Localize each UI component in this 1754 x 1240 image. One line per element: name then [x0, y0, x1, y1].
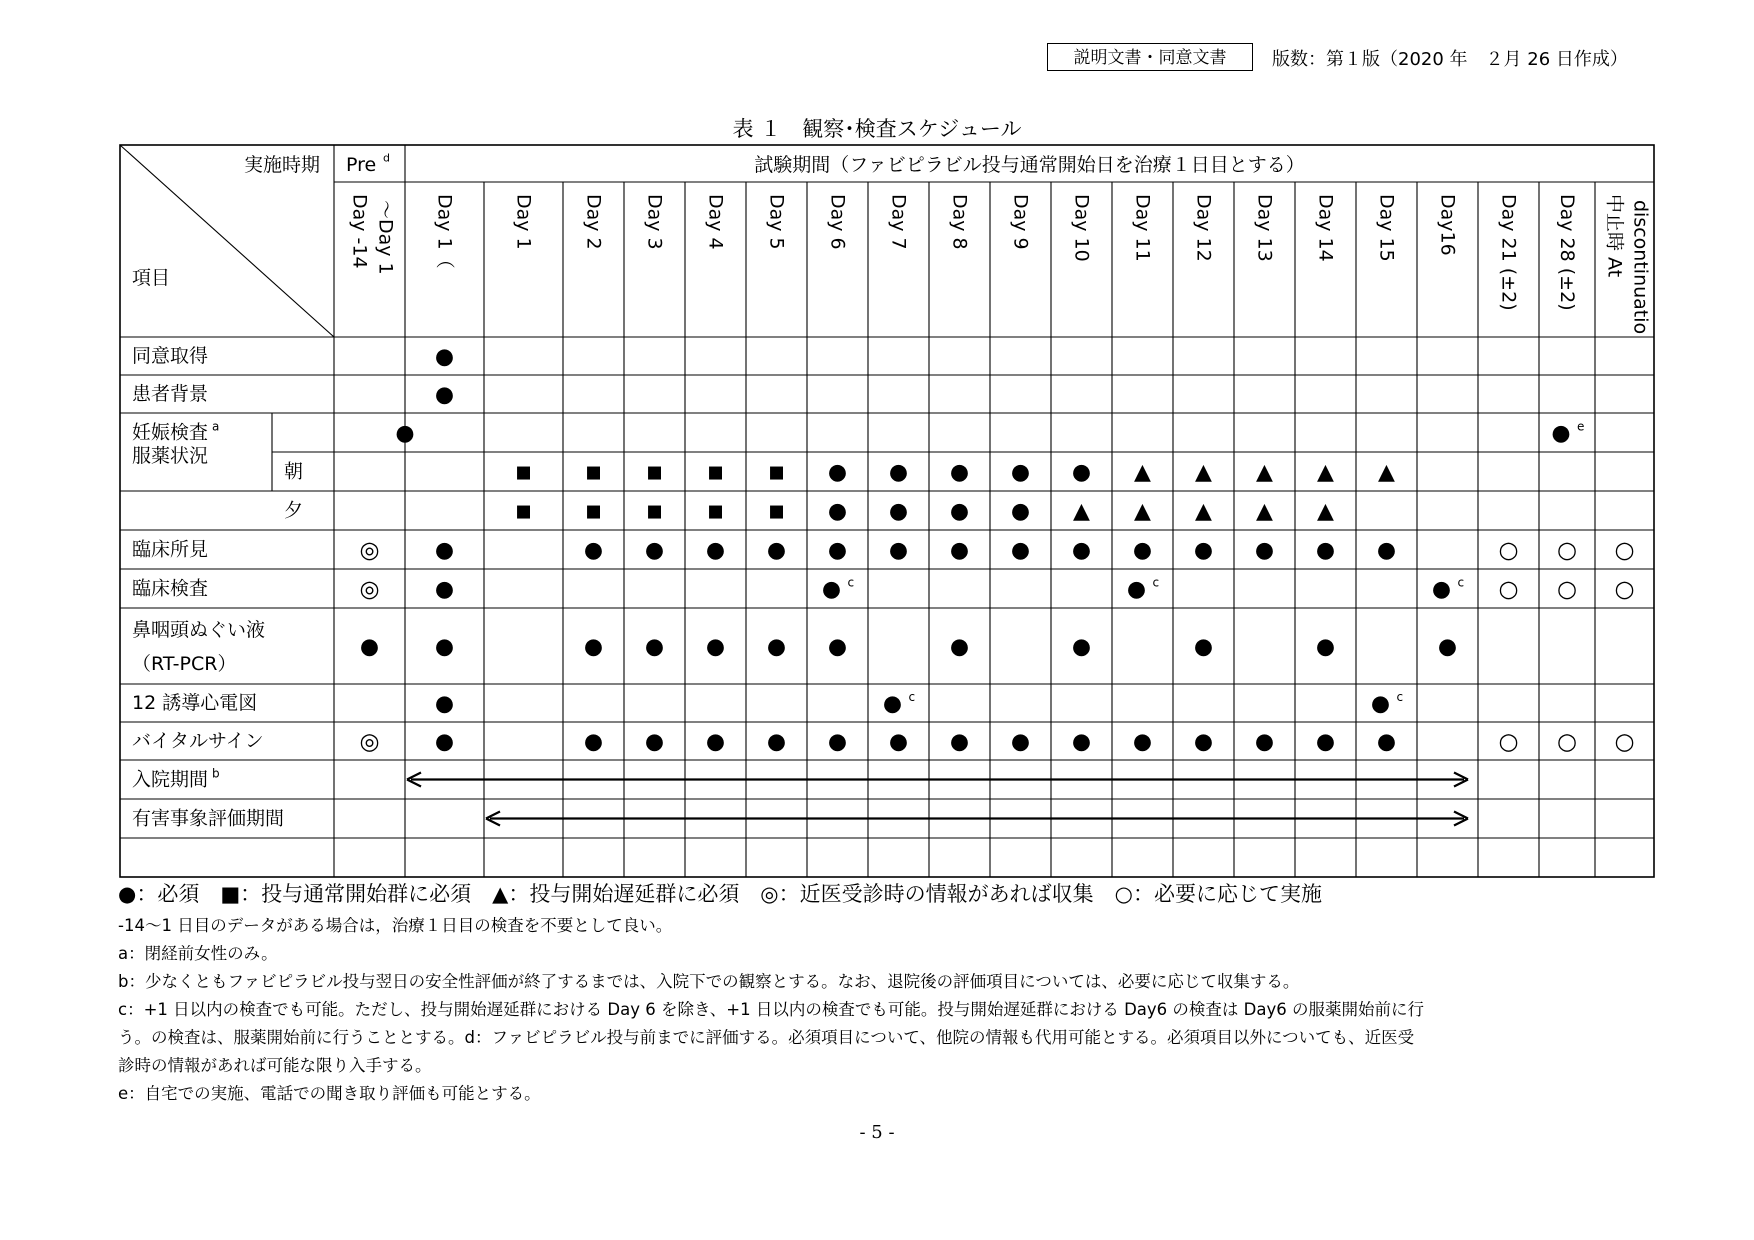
schedule-mark: ●: [882, 691, 903, 717]
schedule-mark: ●: [949, 460, 970, 485]
corner-timing-label: 実施時期: [243, 154, 320, 176]
page-number: - 5 -: [859, 1122, 895, 1143]
column-header: Day 13: [1253, 194, 1276, 262]
row-label: 12 誘導心電図: [132, 692, 258, 714]
schedule-mark: ■: [646, 501, 663, 522]
schedule-mark: ●: [644, 729, 665, 755]
column-header: Day16: [1436, 194, 1459, 256]
schedule-mark: ■: [768, 462, 785, 483]
pre-header: Pre: [346, 154, 377, 176]
mark-superscript: c: [847, 575, 855, 590]
schedule-mark: ●: [827, 460, 848, 485]
schedule-mark: ●: [1132, 538, 1153, 563]
schedule-mark: ●: [888, 499, 909, 524]
schedule-mark: ▲: [1256, 499, 1273, 524]
mark-superscript: c: [1457, 575, 1465, 590]
row-label: 有害事象評価期間: [132, 807, 285, 830]
column-header: Day 11: [1131, 194, 1154, 262]
schedule-mark: ●: [1370, 691, 1391, 717]
row-sublabel: 夕: [284, 499, 304, 522]
schedule-mark: ●: [1193, 729, 1214, 755]
schedule-mark: ○: [1556, 576, 1578, 603]
schedule-mark: ●: [1010, 460, 1031, 485]
schedule-mark: ●: [949, 499, 970, 524]
schedule-mark: ●: [1132, 729, 1153, 755]
footnote-c: c：+1 日以内の検査でも可能。ただし、投与開始遅延群における Day 6 を除き、+1 日以内の検査でも可能。投与開始遅延群における Day6 の検査は Day6 の服薬開始前に行: [118, 1000, 1424, 1019]
schedule-mark: ●: [1071, 634, 1092, 660]
schedule-mark: ◎: [359, 576, 380, 603]
mark-superscript: c: [1152, 575, 1160, 590]
schedule-mark: ●: [1254, 729, 1275, 755]
period-header: 試験期間（ファビピラビル投与通常開始日を治療１日目とする）: [754, 154, 1305, 176]
column-header: Day 9: [1009, 194, 1032, 250]
row-label: 鼻咽頭ぬぐい液: [132, 619, 266, 641]
schedule-mark: ●: [583, 729, 604, 755]
schedule-mark: ●: [888, 460, 909, 485]
schedule-mark: ■: [515, 462, 532, 483]
schedule-mark: ○: [1614, 576, 1635, 603]
symbol-legend: ●：必須 ■：投与通常開始群に必須 ▲：投与開始遅延群に必須 ◎：近医受診時の情報があれば収集 ○：必要に応じて実施: [118, 882, 1322, 906]
schedule-mark: ●: [949, 538, 970, 563]
column-header: Day 1: [512, 194, 535, 250]
schedule-mark: ●: [1193, 634, 1214, 660]
schedule-mark: ▲: [1378, 460, 1395, 485]
column-header: Day 12: [1192, 194, 1215, 262]
schedule-mark: ●: [705, 634, 726, 660]
column-header: Day 14: [1314, 194, 1337, 262]
column-header: Day 8: [948, 194, 971, 250]
column-header: Day 28 (±2): [1556, 194, 1578, 311]
footnote-a: a：閉経前女性のみ。: [118, 944, 278, 963]
schedule-mark: ■: [515, 501, 532, 522]
schedule-mark: ●: [434, 729, 455, 755]
schedule-mark: ▲: [1195, 460, 1212, 485]
pregnancy-pre-mark: ●: [395, 421, 415, 446]
schedule-mark: ■: [585, 462, 602, 483]
schedule-mark: ●: [1010, 499, 1031, 524]
schedule-mark: ●: [1315, 538, 1336, 563]
schedule-mark: ●: [434, 634, 455, 660]
pre-superscript: d: [383, 151, 390, 165]
schedule-mark: ●: [949, 729, 970, 755]
schedule-mark: ●: [434, 538, 455, 563]
schedule-mark: ●: [1551, 421, 1571, 446]
schedule-mark: ▲: [1195, 499, 1212, 524]
mark-superscript: e: [1577, 419, 1585, 434]
schedule-mark: ●: [1193, 538, 1214, 563]
schedule-mark: ▲: [1134, 460, 1151, 485]
schedule-mark: ●: [766, 634, 787, 660]
schedule-mark: ●: [644, 538, 665, 563]
mark-superscript: c: [1396, 690, 1404, 704]
schedule-mark: ●: [1071, 729, 1092, 755]
corner-item-label: 項目: [132, 267, 171, 289]
schedule-mark: ●: [821, 577, 842, 602]
column-header: Day 21 (±2): [1497, 194, 1520, 311]
column-header: Day 4: [704, 194, 727, 250]
schedule-mark: ●: [827, 634, 848, 660]
schedule-mark: ●: [1071, 538, 1092, 563]
column-header: Day 1（: [433, 194, 456, 269]
row-label: 臨床所見: [132, 538, 209, 561]
column-header: Day 15: [1375, 194, 1398, 262]
column-header-sub: discontinuatio: [1629, 200, 1652, 335]
row-label-sub: （RT-PCR）: [132, 653, 237, 675]
column-header: Day 6: [826, 194, 849, 250]
schedule-mark: ●: [434, 382, 455, 408]
row-label: 患者背景: [132, 383, 209, 405]
footnote: -14～1 日目のデータがある場合は，治療１日目の検査を不要として良い。: [118, 916, 673, 935]
schedule-mark: ●: [949, 634, 970, 660]
schedule-mark: ●: [888, 729, 909, 755]
schedule-mark: ●: [1010, 729, 1031, 755]
schedule-mark: ●: [583, 538, 604, 563]
schedule-mark: ▲: [1317, 499, 1334, 524]
schedule-mark: ●: [705, 729, 726, 755]
schedule-mark: ■: [707, 501, 724, 522]
column-header: 中止時 At: [1603, 194, 1626, 278]
row-label-superscript: a: [212, 419, 220, 434]
schedule-mark: ◎: [359, 729, 380, 755]
schedule-mark: ○: [1614, 537, 1635, 564]
row-label: 同意取得: [132, 345, 209, 367]
schedule-mark: ●: [1126, 577, 1147, 602]
column-header: Day 10: [1070, 194, 1093, 262]
column-header: Day 5: [765, 194, 788, 250]
footnote-b: b：少なくともファビピラビル投与翌日の安全性評価が終了するまでは、入院下での観察とする。なお、退院後の評価項目については、必要に応じて収集する。: [118, 972, 1300, 991]
schedule-mark: ■: [768, 501, 785, 522]
schedule-mark: ■: [585, 501, 602, 522]
schedule-mark: ▲: [1317, 460, 1334, 485]
schedule-mark: ●: [1431, 577, 1452, 602]
schedule-mark: ●: [705, 538, 726, 563]
row-label: 入院期間: [132, 768, 209, 791]
row-label: 妊娠検査: [132, 421, 209, 444]
schedule-mark: ■: [646, 462, 663, 483]
schedule-mark: ●: [359, 634, 380, 660]
schedule-mark: ■: [707, 462, 724, 483]
schedule-mark: ●: [1315, 634, 1336, 660]
edition-info: 版数：第１版（2020 年 ２月 26 日作成）: [1272, 49, 1628, 70]
schedule-mark: ○: [1498, 729, 1519, 755]
schedule-mark: ○: [1498, 576, 1519, 603]
schedule-mark: ●: [1376, 538, 1397, 563]
schedule-mark: ○: [1556, 729, 1578, 755]
table-title: 表 １ 観察･検査スケジュール: [732, 117, 1022, 141]
footnote-e: e：自宅での実施、電話での聞き取り評価も可能とする。: [118, 1084, 541, 1103]
footnote-c-end: 診時の情報があれば可能な限り入手する。: [118, 1056, 432, 1075]
document-type-box: 説明文書・同意文書: [1047, 43, 1253, 71]
schedule-mark: ▲: [1073, 499, 1090, 524]
schedule-mark: ○: [1614, 729, 1635, 755]
schedule-mark: ○: [1498, 537, 1519, 564]
schedule-mark: ●: [827, 538, 848, 563]
schedule-mark: ▲: [1134, 499, 1151, 524]
column-header: Day 3: [643, 194, 666, 250]
schedule-mark: ●: [583, 634, 604, 660]
column-header-sub: ～Day 1: [374, 200, 397, 275]
row-label: 臨床検査: [132, 577, 209, 600]
schedule-mark: ○: [1556, 537, 1578, 564]
schedule-mark: ●: [888, 538, 909, 563]
schedule-mark: ●: [766, 729, 787, 755]
schedule-mark: ●: [644, 634, 665, 660]
row-label: 服薬状況: [132, 445, 209, 467]
row-sublabel: 朝: [284, 460, 304, 483]
schedule-mark: ▲: [1256, 460, 1273, 485]
schedule-mark: ●: [1071, 460, 1092, 485]
mark-superscript: c: [908, 690, 916, 704]
row-label-superscript: b: [212, 766, 220, 781]
schedule-mark: ●: [434, 577, 455, 602]
schedule-mark: ●: [1376, 729, 1397, 755]
schedule-mark: ●: [827, 729, 848, 755]
schedule-mark: ●: [1437, 634, 1458, 660]
row-label: バイタルサイン: [132, 730, 264, 752]
schedule-mark: ●: [434, 344, 455, 370]
footnote-c-cont: う。の検査は、服薬開始前に行うこととする。d：ファビピラビル投与前までに評価する。必須項目について、他院の情報も代用可能とする。必須項目以外についても、近医受: [118, 1028, 1415, 1047]
column-header: Day 7: [887, 194, 910, 250]
column-header: Day 2: [582, 194, 605, 250]
column-header: Day -14: [348, 194, 371, 269]
schedule-mark: ●: [1010, 538, 1031, 563]
schedule-mark: ●: [1315, 729, 1336, 755]
schedule-mark: ●: [766, 538, 787, 563]
schedule-mark: ●: [827, 499, 848, 524]
schedule-mark: ◎: [359, 537, 380, 564]
schedule-mark: ●: [1254, 538, 1275, 563]
schedule-mark: ●: [434, 691, 455, 717]
